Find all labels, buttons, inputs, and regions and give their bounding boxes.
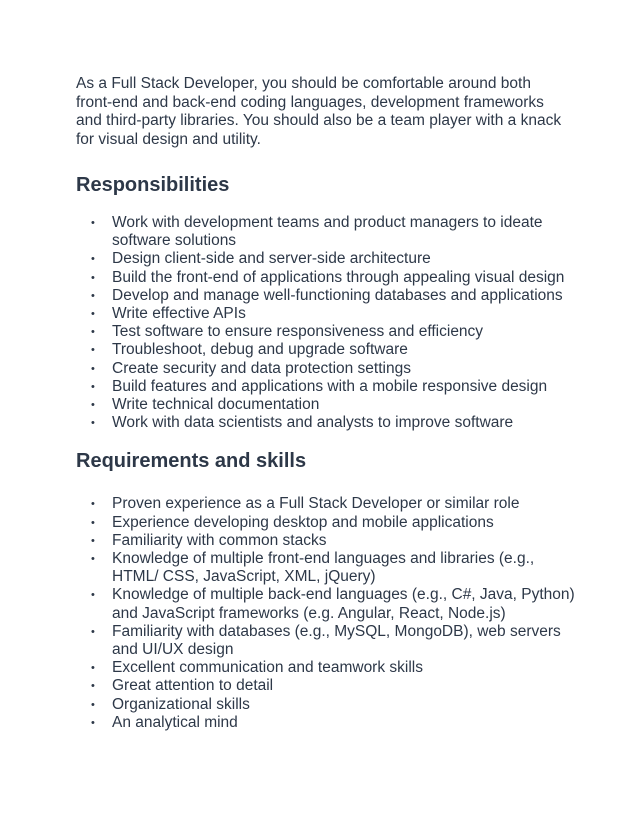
bullet-icon: • [91, 680, 95, 693]
list-item-text: Troubleshoot, debug and upgrade software [112, 341, 408, 359]
bullet-icon: • [91, 326, 95, 339]
list-item [76, 269, 582, 287]
list-item [76, 305, 582, 323]
list-item [76, 550, 582, 586]
list-item-text: Test software to ensure responsiveness and efficiency [112, 323, 484, 341]
list-item-text: Work with development teams and product managers to ideate software solutions [112, 214, 543, 250]
list-item [76, 659, 582, 677]
list-item [76, 360, 582, 378]
list-item-text: Build the front-end of applications through appealing visual design [112, 268, 565, 286]
bullet-icon: • [91, 308, 95, 321]
bullet-icon: • [91, 362, 95, 375]
bullet-icon: • [91, 344, 95, 357]
requirements-heading: Requirements and skills [76, 450, 307, 473]
bullet-icon: • [91, 716, 95, 729]
list-item [76, 677, 582, 695]
responsibilities-heading: Responsibilities [76, 174, 230, 196]
bullet-icon: • [91, 553, 95, 566]
list-item [76, 696, 582, 714]
list-item-text: An analytical mind [112, 713, 238, 731]
list-item [76, 714, 582, 732]
list-item-text: Great attention to detail [112, 677, 274, 695]
list-item-text: Knowledge of multiple front-end languages and libraries (e.g., HTML/ CSS, JavaScript, XML, jQuery) [112, 550, 535, 586]
list-item-text: Write effective APIs [112, 305, 246, 323]
intro-paragraph: As a Full Stack Developer, you should be comfortable around both front-end and back-end coding languages, development frameworks and third-party libraries. You should also be a team player with a knack for visual design and utility. [76, 75, 562, 148]
bullet-icon: • [91, 625, 95, 638]
requirements-list [76, 495, 576, 732]
bullet-icon: • [91, 253, 95, 266]
list-item-text: Experience developing desktop and mobile applications [112, 513, 494, 531]
list-item-text: Excellent communication and teamwork skills [112, 659, 423, 677]
list-item [76, 250, 582, 268]
bullet-icon: • [91, 217, 95, 229]
list-item-text: Develop and manage well-functioning databases and applications [112, 286, 563, 304]
list-item [76, 514, 582, 532]
bullet-icon: • [91, 289, 95, 302]
bullet-icon: • [91, 417, 95, 430]
bullet-icon: • [91, 516, 95, 529]
list-item [76, 341, 582, 359]
list-item [76, 396, 582, 414]
list-item-text: Proven experience as a Full Stack Developer or similar role [112, 495, 520, 513]
list-item-text: Create security and data protection settings [112, 359, 411, 377]
bullet-icon: • [91, 399, 95, 412]
bullet-icon: • [91, 698, 95, 711]
list-item [76, 323, 582, 341]
responsibilities-list [76, 214, 576, 432]
bullet-icon: • [91, 534, 95, 547]
list-item [76, 623, 582, 659]
bullet-icon: • [91, 662, 95, 675]
list-item [76, 532, 582, 550]
bullet-icon: • [91, 271, 95, 284]
bullet-icon: • [91, 380, 95, 393]
list-item [76, 586, 582, 622]
list-item-text: Familiarity with common stacks [112, 531, 327, 549]
list-item [76, 378, 582, 396]
bullet-icon: • [91, 498, 95, 511]
list-item-text: Familiarity with databases (e.g., MySQL, MongoDB), web servers and UI/UX design [112, 622, 561, 659]
list-item-text: Write technical documentation [112, 396, 320, 414]
list-item-text: Work with data scientists and analysts to improve software [112, 414, 514, 432]
list-item [76, 287, 582, 305]
list-item-text: Design client-side and server-side architecture [112, 250, 431, 268]
list-item-text: Organizational skills [112, 695, 250, 713]
list-item [76, 495, 582, 513]
document-page [76, 75, 576, 732]
list-item-text: Build features and applications with a mobile responsive design [112, 377, 548, 395]
list-item [76, 414, 582, 432]
bullet-icon: • [91, 589, 95, 602]
list-item [76, 214, 582, 250]
list-item-text: Knowledge of multiple back-end languages (e.g., C#, Java, Python) and JavaScript frameworks (e.g. Angular, React, Node.js) [112, 586, 575, 622]
